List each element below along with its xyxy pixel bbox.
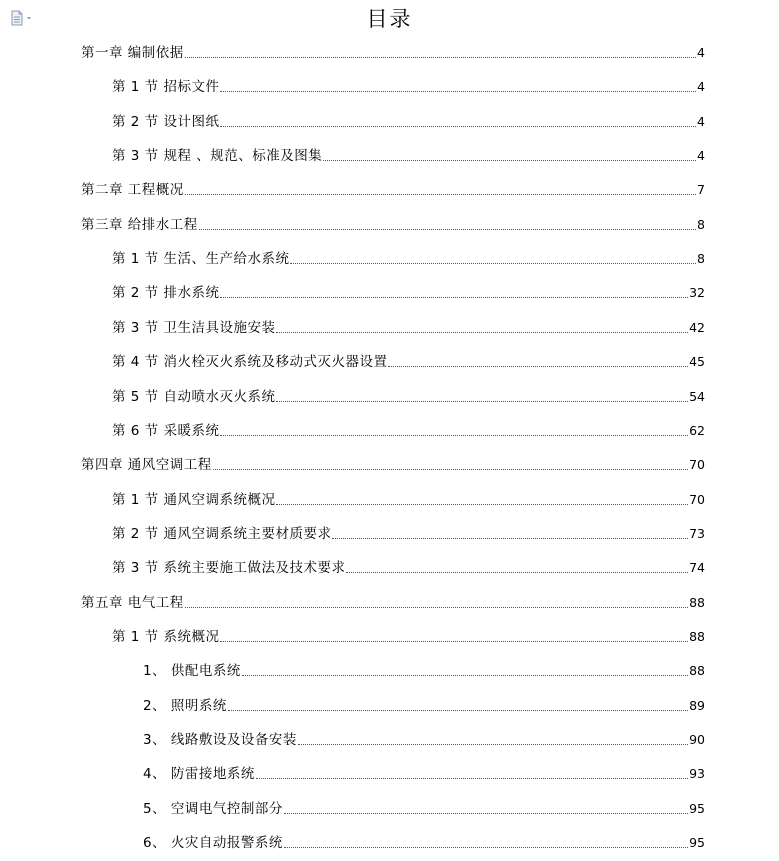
toc-entry-label: 第 1 节 招标文件 bbox=[112, 79, 220, 96]
toc-dot-leader bbox=[199, 229, 696, 230]
toc-dot-leader bbox=[220, 91, 696, 92]
toc-entry[interactable] bbox=[143, 695, 705, 715]
toc-entry-label: 5、 空调电气控制部分 bbox=[143, 800, 283, 817]
toc-entry[interactable] bbox=[143, 798, 705, 818]
toc-entry[interactable] bbox=[112, 282, 705, 302]
toc-page-number: 88 bbox=[689, 663, 705, 679]
toc-page-number: 70 bbox=[689, 491, 705, 507]
toc-dot-leader bbox=[228, 710, 688, 711]
toc-entry-label: 第 1 节 系统概况 bbox=[112, 628, 220, 645]
toc-dot-leader bbox=[220, 297, 688, 298]
toc-entry[interactable] bbox=[112, 523, 705, 543]
toc-dot-leader bbox=[185, 607, 688, 608]
toc-dot-leader bbox=[185, 57, 696, 58]
toc-dot-leader bbox=[323, 160, 696, 161]
toc-entry[interactable] bbox=[143, 729, 705, 749]
toc-entry-label: 2、 照明系统 bbox=[143, 697, 227, 714]
toc-page-number: 4 bbox=[697, 45, 705, 60]
toc-entry[interactable] bbox=[112, 626, 705, 646]
toc-page-number: 8 bbox=[697, 251, 705, 267]
toc-entry[interactable] bbox=[143, 763, 705, 783]
toc-page-number: 70 bbox=[689, 457, 705, 473]
toc-dot-leader bbox=[298, 744, 688, 745]
toc-page-number: 7 bbox=[697, 182, 705, 198]
toc-entry-label: 第一章 编制依据 bbox=[81, 45, 184, 61]
toc-entry[interactable] bbox=[112, 420, 705, 440]
toc-dot-leader bbox=[290, 263, 696, 264]
page-title: 目录 bbox=[366, 7, 413, 31]
toc-entry[interactable] bbox=[81, 214, 705, 234]
toc-dot-leader bbox=[213, 469, 688, 470]
toc-entry-label: 1、 供配电系统 bbox=[143, 663, 241, 680]
toc-page-number: 45 bbox=[689, 354, 705, 370]
toc-entry-label: 第 3 节 规程 、规范、标准及图集 bbox=[112, 148, 323, 165]
toc-page-number: 74 bbox=[689, 560, 705, 576]
toc-page-number: 95 bbox=[689, 800, 705, 816]
toc-entry-label: 第 1 节 生活、生产给水系统 bbox=[112, 251, 290, 268]
toc-entry-label: 第四章 通风空调工程 bbox=[81, 457, 212, 474]
toc-page-number: 54 bbox=[689, 388, 705, 404]
toc-entry-label: 第 3 节 系统主要施工做法及技术要求 bbox=[112, 560, 346, 577]
toc-dot-leader bbox=[220, 435, 688, 436]
toc-entry-label: 第 1 节 通风空调系统概况 bbox=[112, 491, 276, 508]
toc-entry[interactable] bbox=[143, 832, 705, 852]
toc-entry-label: 第 4 节 消火栓灭火系统及移动式灭火器设置 bbox=[112, 354, 388, 371]
toc-entry-label: 第 2 节 通风空调系统主要材质要求 bbox=[112, 525, 332, 542]
toc-entry-label: 第 6 节 采暖系统 bbox=[112, 422, 220, 439]
toc-dot-leader bbox=[220, 641, 688, 642]
toc-dot-leader bbox=[276, 332, 688, 333]
toc-entry[interactable] bbox=[81, 454, 705, 474]
toc-entry-label: 6、 火灾自动报警系统 bbox=[143, 835, 283, 852]
toc-page-number: 42 bbox=[689, 319, 705, 335]
toc-dot-leader bbox=[276, 504, 688, 505]
toc-page-number: 90 bbox=[689, 732, 705, 747]
toc-page-number: 88 bbox=[689, 628, 705, 644]
toc-entry-label: 3、 线路敷设及设备安装 bbox=[143, 732, 297, 748]
toc-page-number: 88 bbox=[689, 594, 705, 610]
toc-dot-leader bbox=[256, 778, 688, 779]
toc-dot-leader bbox=[332, 538, 688, 539]
toc-entry[interactable] bbox=[81, 592, 705, 612]
toc-entry[interactable] bbox=[112, 351, 705, 371]
toc-entry[interactable] bbox=[143, 660, 705, 680]
toc-entry[interactable] bbox=[112, 76, 705, 96]
toc-page-number: 4 bbox=[697, 113, 705, 129]
toc-entry-label: 第三章 给排水工程 bbox=[81, 216, 198, 233]
toc-entry[interactable] bbox=[112, 386, 705, 406]
toc-entry[interactable] bbox=[112, 145, 705, 165]
toc-page-number: 32 bbox=[689, 285, 705, 301]
toc-entry-label: 第五章 电气工程 bbox=[81, 594, 184, 611]
toc-entry-label: 第 2 节 排水系统 bbox=[112, 285, 220, 302]
toc-entry[interactable] bbox=[112, 557, 705, 577]
toc-entry[interactable] bbox=[81, 179, 705, 199]
toc-dot-leader bbox=[284, 813, 688, 814]
toc-dot-leader bbox=[346, 572, 688, 573]
toc-entry[interactable] bbox=[112, 248, 705, 268]
toc-entry[interactable] bbox=[112, 317, 705, 337]
toc-page-number: 93 bbox=[689, 766, 705, 782]
toc-dot-leader bbox=[220, 126, 696, 127]
toc-entry[interactable] bbox=[112, 111, 705, 131]
toc-entry-label: 4、 防雷接地系统 bbox=[143, 766, 255, 783]
toc-entry-label: 第 3 节 卫生洁具设施安装 bbox=[112, 319, 276, 336]
toc-page-number: 8 bbox=[697, 216, 705, 232]
toc-dot-leader bbox=[276, 401, 688, 402]
toc-page-number: 4 bbox=[697, 79, 705, 95]
toc-page-number: 4 bbox=[697, 148, 705, 164]
toc-entry-label: 第 2 节 设计图纸 bbox=[112, 113, 220, 130]
toc-entry-label: 第 5 节 自动喷水灭火系统 bbox=[112, 388, 276, 405]
toc-dot-leader bbox=[185, 194, 696, 195]
toc-page-number: 73 bbox=[689, 525, 705, 541]
toc-page-number: 95 bbox=[689, 835, 705, 851]
toc-entry-label: 第二章 工程概况 bbox=[81, 182, 184, 199]
toc-dot-leader bbox=[388, 366, 688, 367]
toc-dot-leader bbox=[284, 847, 688, 848]
toc-dot-leader bbox=[242, 675, 688, 676]
toc-entry[interactable] bbox=[81, 42, 705, 62]
toc-entry[interactable] bbox=[112, 489, 705, 509]
toc-page-number: 89 bbox=[689, 697, 705, 713]
toc-page-number: 62 bbox=[689, 422, 705, 438]
